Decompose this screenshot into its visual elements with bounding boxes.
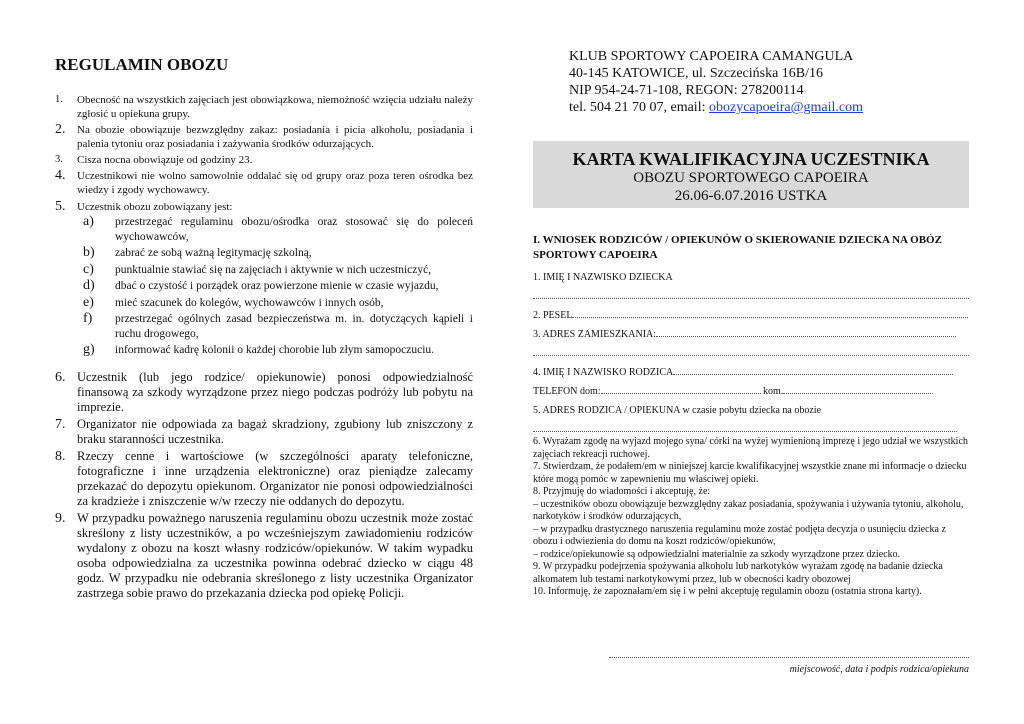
declarations	[533, 436, 969, 599]
phone-field[interactable]	[533, 386, 969, 405]
obligation-letter: c)	[83, 261, 94, 277]
mobile-label: kom.	[763, 386, 784, 397]
child-name-label: 1. IMIĘ I NAZWISKO DZIECKA	[533, 272, 673, 283]
rule-text: W przypadku poważnego naruszenia regulaminu obozu uczestnik może zostać skreślony z listy uczestników, a po wcześniejszym zawiadomieniu rodziców wydalony z obozu na koszt własny rodziców/opiekunów. W takim wypadku osoba odpowiedzialna za uczestnika powinna odebrać dziecko w ciągu 48 godz. W przypadku nie odebrania skreślonego z listy uczestnika Organizator zastrzega sobie prawo do przekazania dziecka pod opiekę Policji.	[77, 510, 473, 600]
club-header	[569, 48, 863, 116]
obligation-item	[83, 343, 473, 358]
obligation-item	[83, 215, 473, 244]
club-name: KLUB SPORTOWY CAPOEIRA CAMANGULA	[569, 49, 854, 64]
signature-label: miejscowość, data i podpis rodzica/opiekuna	[789, 664, 969, 675]
obligation-text: przestrzegać ogólnych zasad bezpieczeństwa m. in. dotyczących kąpieli i ruchu drogowego,	[115, 313, 473, 340]
obligation-text: informować kadrę kolonii o każdej chorobie lub złym samopoczuciu.	[115, 344, 435, 356]
declaration-item: 6. Wyrażam zgodę na wyjazd mojego syna/ córki na wyżej wymienioną imprezę i jego udział we wszystkich zajęciach rekreacji ruchowej.	[533, 436, 968, 460]
rule-text: Uczestnik (lub jego rodzice/ opiekunowie) ponosi odpowiedzialność finansową za szkody wyrządzone przez niego podczas podróży lub pobytu na imprezie.	[77, 369, 473, 414]
section-title: I. WNIOSEK RODZICÓW / OPIEKUNÓW O SKIEROWANIE DZIECKA NA OBÓZ SPORTOWY CAPOEIRA	[533, 234, 942, 261]
declaration-item: 8. Przyjmuję do wiadomości i akceptuję, że:	[533, 486, 711, 497]
obligation-letter: e)	[83, 294, 94, 310]
rule-text: Na obozie obowiązuje bezwzględny zakaz: posiadania i picia alkoholu, posiadania i palenia tytoniu oraz posiadania i zażywania środków odurzających.	[77, 124, 473, 150]
regulations-title: REGULAMIN OBOZU	[55, 55, 229, 74]
obligation-text: punktualnie stawiać się na zajęciach i aktywnie w nich uczestniczyć,	[115, 263, 432, 276]
rule-number: 5.	[55, 199, 66, 214]
parent-address-label: 5. ADRES RODZICA / OPIEKUNA w czasie pobytu dziecka na obozie	[533, 405, 822, 416]
rule-number: 9.	[55, 510, 66, 526]
obligation-text: przestrzegać regulaminu obozu/ośrodka oraz stosować się do poleceń wychowawców,	[115, 216, 473, 243]
declaration-item: 10. Informuję, że zapoznałam/em się i w pełni akceptuję regulamin obozu (ostatnia strona karty).	[533, 586, 922, 597]
phone-label: TELEFON dom:	[533, 386, 601, 397]
rule-item	[55, 169, 473, 197]
card-subtitle: OBOZU SPORTOWEGO CAPOEIRA	[633, 170, 869, 186]
signature-line[interactable]	[609, 657, 969, 658]
pesel-label: 2. PESEL	[533, 310, 573, 321]
rule-item	[55, 93, 473, 121]
rules-list	[55, 93, 473, 601]
parent-name-field[interactable]	[533, 367, 969, 386]
obligation-letter: g)	[83, 342, 95, 357]
obligation-letter: d)	[83, 278, 95, 293]
club-ids: NIP 954-24-71-108, REGON: 278200114	[569, 83, 804, 98]
obligation-item	[83, 312, 473, 341]
rule-text: Cisza nocna obowiązuje od godziny 23.	[77, 154, 253, 166]
card-title: KARTA KWALIFIKACYJNA UCZESTNIKA	[572, 149, 930, 169]
declaration-item: 7. Stwierdzam, że podałem/em w niniejszej karcie kwalifikacyjnej wszystkie znane mi informacje o dziecku które mogą pomóc w zapewnieniu mu właściwej opieki.	[533, 461, 967, 485]
declaration-item: 9. W przypadku podejrzenia spożywania alkoholu lub narkotyków wyrażam zgodę na badanie dziecka alkomatem lub testami narkotykowymi przez, lub w obecności kadry obozowej	[533, 561, 943, 585]
obligation-text: mieć szacunek do kolegów, wychowawców i innych osób,	[115, 296, 384, 309]
rule-text: Rzeczy cenne i wartościowe (w szczególności aparaty telefoniczne, fotograficzne i inne urządzenia elektroniczne) oraz pieniądze zalecamy przekazać do depozytu opiekunom. Organizator nie ponosi odpowiedzialności za kradzieże i zniszczenie w/w rzeczy nie oddanych do depozytu.	[77, 448, 473, 508]
obligation-letter: b)	[83, 245, 95, 260]
club-address: 40-145 KATOWICE, ul. Szczecińska 16B/16	[569, 66, 824, 81]
obligation-letter: a)	[83, 214, 94, 229]
rule-item	[55, 200, 473, 214]
obligation-item	[83, 263, 473, 278]
rule-text: Uczestnikowi nie wolno samowolnie oddalać się od grupy oraz poza teren ośrodka bez wiedzy i zgody wychowawcy.	[77, 170, 473, 196]
address-field[interactable]	[533, 329, 969, 348]
rule-item	[55, 511, 473, 601]
club-contact	[569, 99, 863, 116]
obligation-text: zabrać ze sobą ważną legitymację szkolną,	[115, 247, 312, 259]
rule-item	[55, 449, 473, 509]
address-label: 3. ADRES ZAMIESZKANIA:	[533, 329, 657, 340]
rule-number: 6.	[55, 369, 66, 385]
rule-number: 8.	[55, 448, 66, 464]
obligation-item	[83, 279, 473, 294]
rule-number: 2.	[55, 122, 66, 137]
pesel-field[interactable]	[533, 310, 969, 329]
obligations-list	[83, 215, 473, 358]
club-phone: tel. 504 21 70 07, email:	[569, 100, 709, 115]
rule-number: 1.	[55, 94, 63, 105]
rule-item	[55, 370, 473, 415]
obligation-item	[83, 296, 473, 311]
declaration-item: – w przypadku drastycznego naruszenia regulaminu może zostać podjęta decyzja o usunięciu dziecka z obozu i odwiezienia do domu na koszt rodziców/opiekunów,	[533, 523, 946, 547]
card-dates: 26.06-6.07.2016 USTKA	[674, 188, 828, 204]
rule-text: Uczestnik obozu zobowiązany jest:	[77, 201, 233, 213]
rule-item	[55, 153, 473, 167]
application-fields	[533, 272, 969, 443]
rule-item	[55, 123, 473, 151]
rule-number: 4.	[55, 168, 66, 183]
card-title-box	[533, 141, 969, 208]
obligation-letter: f)	[83, 311, 93, 326]
club-email-link[interactable]: obozycapoeira@gmail.com	[708, 100, 863, 115]
child-name-field[interactable]	[533, 272, 969, 291]
rule-number: 7.	[55, 416, 66, 432]
rule-item	[55, 417, 473, 447]
child-name-line[interactable]	[533, 291, 969, 310]
declaration-item: – uczestników obozu obowiązuje bezwzględny zakaz posiadania, spożywania i używania tytoniu, alkoholu, narkotyków i środków odurzających,	[533, 498, 964, 522]
rule-text: Obecność na wszystkich zajęciach jest obowiązkowa, niemożność wzięcia udziału należy zgłosić u opiekuna grupy.	[77, 94, 473, 120]
address-line[interactable]	[533, 348, 969, 367]
rule-number: 3.	[55, 154, 63, 165]
obligation-text: dbać o czystość i porządek oraz powierzone mienie w czasie wyjazdu,	[115, 280, 439, 292]
parent-address-field[interactable]	[533, 405, 969, 424]
rule-text: Organizator nie odpowiada za bagaż skradziony, zgubiony lub zniszczony z braku staranności uczestnika.	[77, 416, 473, 446]
obligation-item	[83, 246, 473, 261]
parent-name-label: 4. IMIĘ I NAZWISKO RODZICA	[533, 367, 674, 378]
declaration-item: – rodzice/opiekunowie są odpowiedzialni materialnie za szkody wyrządzone przez dziecko.	[533, 548, 901, 560]
